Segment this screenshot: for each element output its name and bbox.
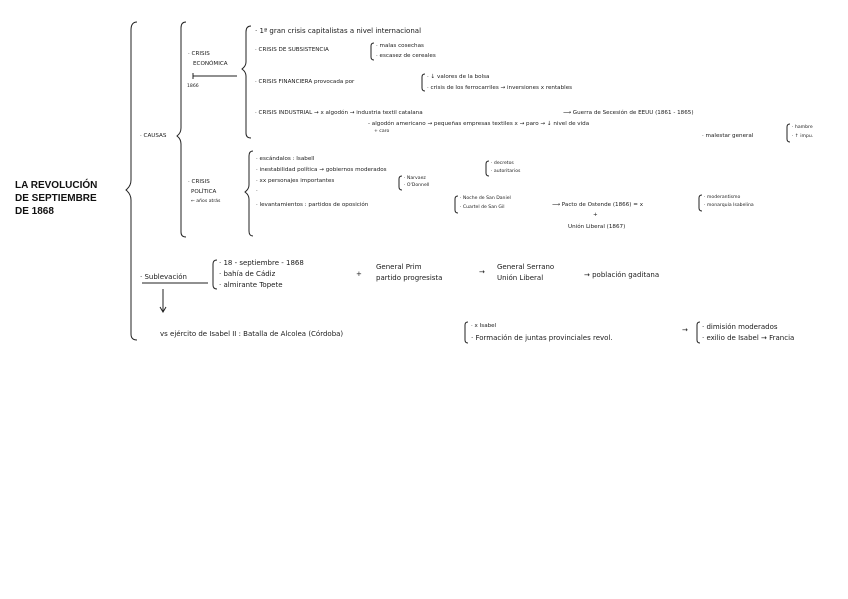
sublevacion-item-2: · bahía de Cádiz xyxy=(219,270,276,278)
levantamientos-item-2: · Cuartel de San Gil xyxy=(460,205,505,210)
sublevacion-item-3: · almirante Topete xyxy=(219,281,283,289)
financiera-item-2: · crisis de los ferrocarriles → inversiones x rentables xyxy=(427,85,573,91)
page-title-line-1: LA REVOLUCIÓN xyxy=(15,180,98,191)
politica-label-3: ← años atrás xyxy=(191,199,221,204)
page-title-line-3: DE 1868 xyxy=(15,206,54,217)
inestabilidad-item-2: · autoritarios xyxy=(491,169,521,174)
sublevacion-label: · Sublevación xyxy=(140,273,187,281)
sublevacion-partido: partido progresista xyxy=(376,274,443,282)
subsistencia-item-1: · malas cosechas xyxy=(376,43,424,49)
sublevacion-general-serrano: General Serrano xyxy=(497,263,555,271)
economica-label-1: · CRISIS xyxy=(188,51,210,57)
pacto-item-1: · moderantismo xyxy=(704,195,741,200)
batalla-result-1: · dimisión moderados xyxy=(702,323,778,331)
politica-plus: + xyxy=(593,212,598,218)
economica-primera: · 1ª gran crisis capitalistas a nivel internacional xyxy=(255,27,422,35)
page-title-line-2: DE SEPTIEMBRE xyxy=(15,193,97,204)
economica-year: 1866 xyxy=(187,84,199,89)
politica-pacto: ⟶ Pacto de Ostende (1866) = x xyxy=(552,202,644,208)
politica-escandalos: · escándalos : Isabell xyxy=(256,156,315,162)
industrial-label: · CRISIS INDUSTRIAL → x algodón → industria textil catalana xyxy=(255,110,423,116)
politica-union: Unión Liberal (1867) xyxy=(568,224,626,230)
subsistencia-item-2: · escasez de cereales xyxy=(376,53,436,59)
batalla-arrow: → xyxy=(682,326,688,334)
sublevacion-arrow-1: → xyxy=(479,268,485,276)
malestar-item-1: · hambre xyxy=(792,125,813,130)
industrial-malestar: · malestar general xyxy=(702,133,754,139)
financiera-item-1: · ↓ valores de la bolsa xyxy=(427,74,490,80)
personajes-item-1: · Narvaez xyxy=(404,176,426,181)
malestar-item-2: · ↑ impu. xyxy=(792,134,814,139)
sublevacion-item-1: · 18 - septiembre - 1868 xyxy=(219,259,304,267)
politica-levantamientos: · levantamientos : partidos de oposición xyxy=(256,202,369,208)
politica-label-1: · CRISIS xyxy=(188,179,210,185)
politica-inestabilidad: · inestabilidad política → gobiernos moderados xyxy=(256,167,387,173)
industrial-guerra: ⟶ Guerra de Secesión de EEUU (1861 - 1865) xyxy=(563,110,694,116)
batalla-item-2: · Formación de juntas provinciales revol. xyxy=(471,334,613,342)
economica-label-2: ECONÓMICA xyxy=(193,61,228,67)
personajes-item-2: · O'Donnell xyxy=(404,183,430,188)
batalla-item-1: · x Isabel xyxy=(471,323,497,329)
subsistencia-label: · CRISIS DE SUBSISTENCIA xyxy=(255,47,329,53)
batalla-text: vs ejército de Isabel II : Batalla de Alcolea (Córdoba) xyxy=(160,330,344,338)
politica-label-2: POLÍTICA xyxy=(191,189,217,195)
sublevacion-plus: + xyxy=(356,270,362,278)
industrial-caro: + caro xyxy=(374,129,390,134)
politica-personajes: · xx personajes importantes xyxy=(256,178,335,184)
causas-label: · CAUSAS xyxy=(140,133,167,139)
politica-blank: · xyxy=(256,188,258,194)
industrial-algodon: - algodón americano → pequeñas empresas textiles x → paro → ↓ nivel de vida xyxy=(368,121,590,127)
sublevacion-poblacion: → población gaditana xyxy=(584,271,660,279)
batalla-result-2: · exilio de Isabel → Francia xyxy=(702,334,795,342)
inestabilidad-item-1: · decretos xyxy=(491,161,514,166)
pacto-item-2: · monarquía Isabelina xyxy=(704,203,754,208)
financiera-label: · CRISIS FINANCIERA provocada por xyxy=(255,79,355,85)
levantamientos-item-1: · Noche de San Daniel xyxy=(460,196,511,201)
sublevacion-union-liberal: Unión Liberal xyxy=(497,274,544,282)
sublevacion-general-prim: General Prim xyxy=(376,263,422,271)
